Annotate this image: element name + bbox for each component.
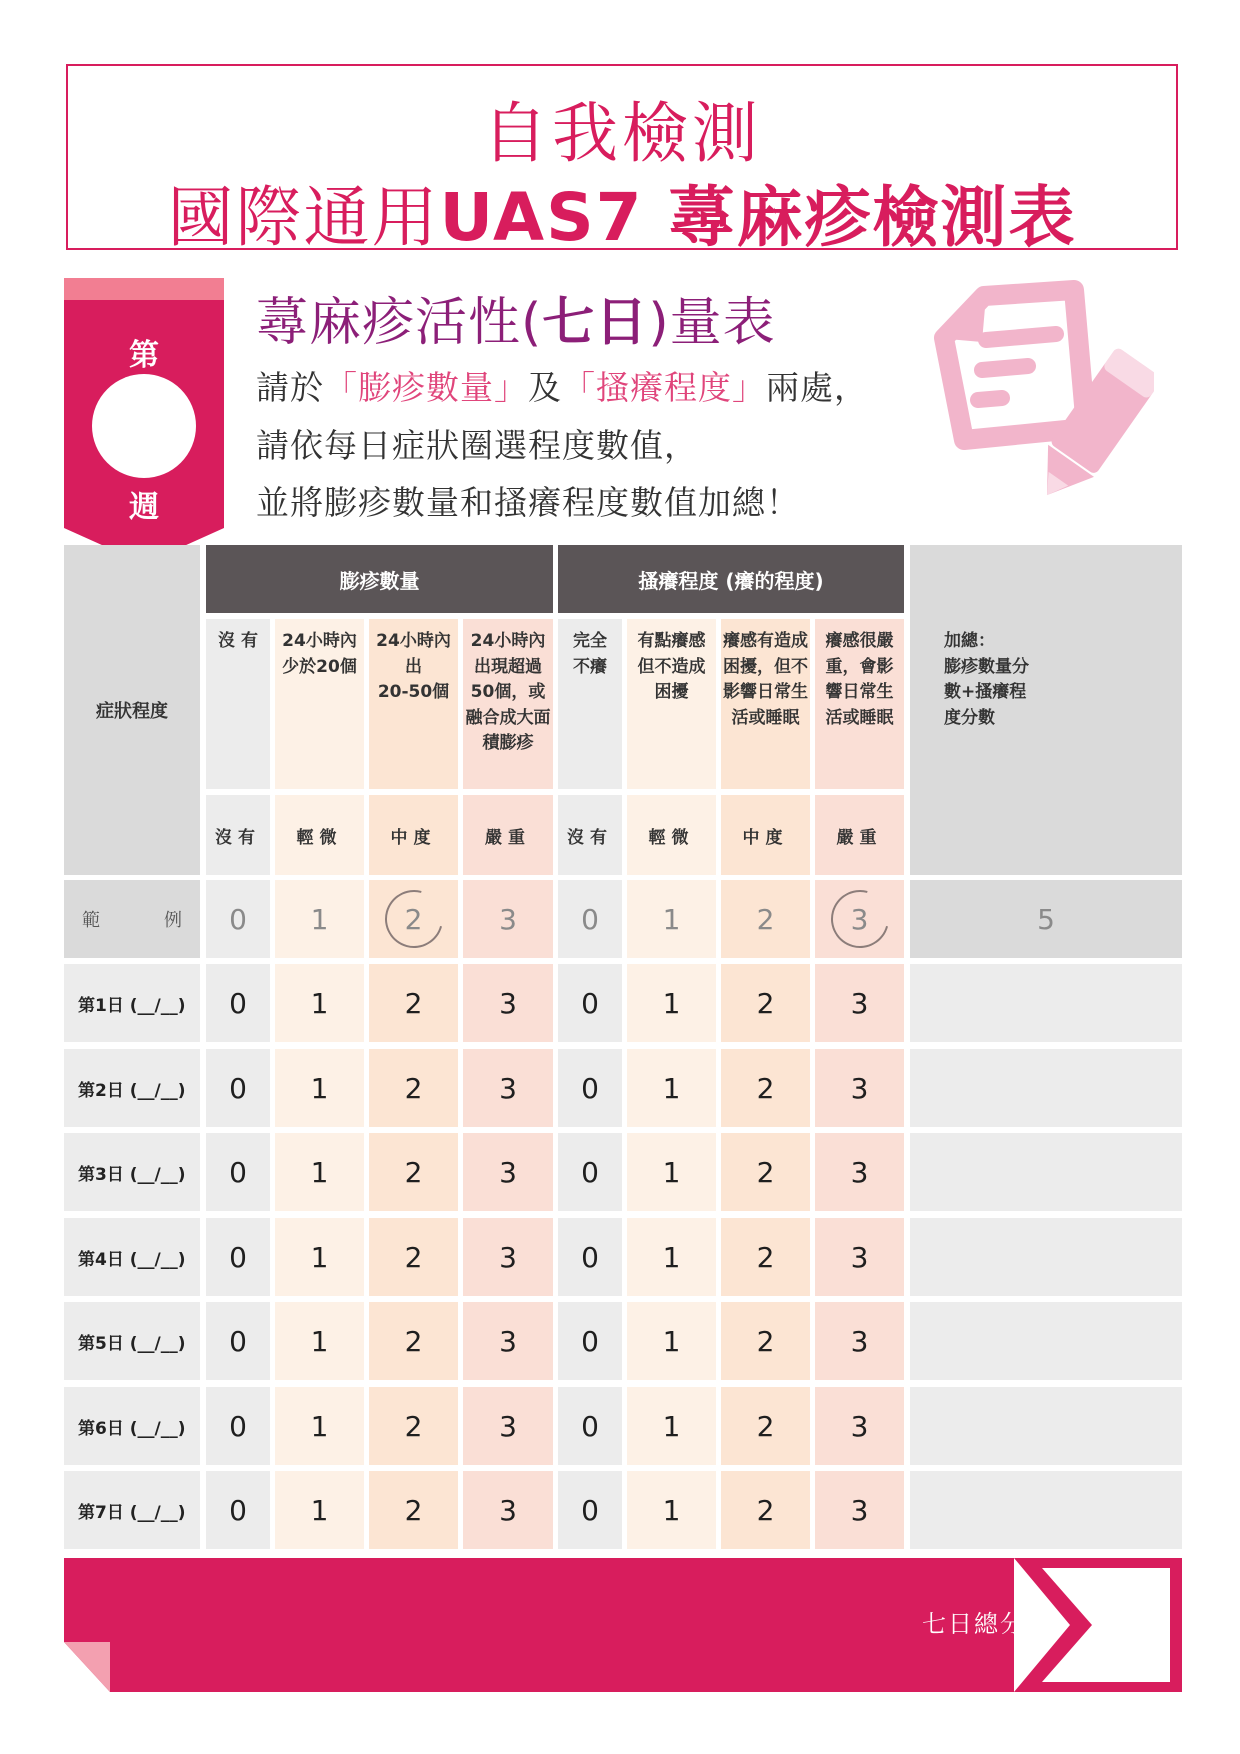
example-value-7: 3 (815, 880, 904, 958)
score-option[interactable]: 0 (558, 1471, 622, 1549)
daily-total-field[interactable] (910, 1049, 1182, 1127)
score-option[interactable]: 3 (815, 1302, 904, 1380)
instruction-line1 (256, 362, 868, 409)
subtitle-suffix: )量表 (648, 293, 776, 353)
score-option[interactable]: 3 (463, 1049, 553, 1127)
score-option[interactable]: 2 (721, 1387, 810, 1465)
score-option[interactable]: 2 (369, 1302, 458, 1380)
score-option[interactable]: 3 (815, 1387, 904, 1465)
score-option[interactable]: 3 (815, 1471, 904, 1549)
subtitle-bold: 七日 (542, 293, 649, 353)
day-label: 第4日 (__/__) (64, 1218, 200, 1296)
score-option[interactable]: 1 (627, 1218, 716, 1296)
score-option[interactable]: 3 (815, 1218, 904, 1296)
day-label: 第5日 (__/__) (64, 1302, 200, 1380)
level-cell-3: 嚴重 (463, 795, 553, 875)
score-option[interactable]: 0 (206, 964, 270, 1042)
score-option[interactable]: 0 (558, 1302, 622, 1380)
daily-total-field[interactable] (910, 1302, 1182, 1380)
instr-highlight-wheals: 「膨疹數量」 (324, 368, 528, 407)
score-option[interactable]: 2 (369, 1133, 458, 1211)
score-option[interactable]: 0 (206, 1133, 270, 1211)
score-option[interactable]: 3 (463, 1471, 553, 1549)
total-column-header: 加總： 膨疹數量分 數+搔癢程 度分數 (910, 545, 1182, 875)
example-value-0: 0 (206, 880, 270, 958)
score-option[interactable]: 1 (275, 1302, 364, 1380)
score-option[interactable]: 3 (463, 1387, 553, 1465)
desc-cell-0: 沒 有 (206, 619, 270, 789)
instr-highlight-itch: 「搔癢程度」 (562, 368, 766, 407)
score-option[interactable]: 0 (206, 1471, 270, 1549)
title-line2 (68, 164, 1176, 259)
week-number-circle[interactable] (92, 374, 196, 478)
score-option[interactable]: 1 (275, 1387, 364, 1465)
daily-total-field[interactable] (910, 1471, 1182, 1549)
score-option[interactable]: 3 (463, 964, 553, 1042)
level-cell-6: 中度 (721, 795, 810, 875)
desc-cell-7: 癢感很嚴 重，會影 響日常生 活或睡眠 (815, 619, 904, 789)
level-cell-4: 沒有 (558, 795, 622, 875)
desc-cell-1: 24小時內 少於20個 (275, 619, 364, 789)
weekly-total-label: 七日總分 (922, 1610, 1026, 1638)
instr-text: 兩處， (766, 368, 868, 407)
day-label: 第3日 (__/__) (64, 1133, 200, 1211)
level-cell-0: 沒有 (206, 795, 270, 875)
daily-total-field[interactable] (910, 1133, 1182, 1211)
score-option[interactable]: 1 (275, 1049, 364, 1127)
score-option[interactable]: 2 (369, 1387, 458, 1465)
instr-text: 及 (528, 368, 562, 407)
day-label: 第6日 (__/__) (64, 1387, 200, 1465)
score-option[interactable]: 1 (627, 1133, 716, 1211)
score-option[interactable]: 2 (369, 1049, 458, 1127)
score-option[interactable]: 0 (206, 1387, 270, 1465)
row-header-symptom: 症狀程度 (64, 545, 200, 875)
subtitle (256, 280, 776, 355)
score-option[interactable]: 2 (721, 1302, 810, 1380)
score-option[interactable]: 1 (275, 964, 364, 1042)
daily-total-field[interactable] (910, 1218, 1182, 1296)
subtitle-prefix: 蕁麻疹活性( (256, 293, 543, 353)
score-option[interactable]: 2 (369, 1218, 458, 1296)
desc-cell-2: 24小時內出 20-50個 (369, 619, 458, 789)
title-box (66, 64, 1178, 256)
week-label-bottom: 週 (129, 490, 159, 525)
week-label-top: 第 (129, 338, 159, 373)
score-option[interactable]: 3 (815, 964, 904, 1042)
instr-text: 請於 (256, 368, 324, 407)
score-option[interactable]: 2 (369, 1471, 458, 1549)
example-label-b: 例 (164, 910, 182, 931)
desc-cell-6: 癢感有造成 困擾，但不 影響日常生 活或睡眠 (721, 619, 810, 789)
example-total: 5 (910, 880, 1182, 958)
example-value-1: 1 (275, 880, 364, 958)
score-option[interactable]: 1 (275, 1471, 364, 1549)
desc-cell-3: 24小時內 出現超過 50個，或 融合成大面 積膨疹 (463, 619, 553, 789)
ribbon-top-strip (64, 278, 224, 300)
score-option[interactable]: 1 (627, 1471, 716, 1549)
score-option[interactable]: 3 (463, 1133, 553, 1211)
level-cell-2: 中度 (369, 795, 458, 875)
level-cell-1: 輕微 (275, 795, 364, 875)
example-value-5: 1 (627, 880, 716, 958)
daily-total-field[interactable] (910, 964, 1182, 1042)
example-label (64, 880, 200, 958)
day-label: 第2日 (__/__) (64, 1049, 200, 1127)
title-bold: UAS7 蕁麻疹檢測表 (439, 179, 1077, 256)
score-option[interactable]: 1 (627, 1387, 716, 1465)
score-option[interactable]: 1 (627, 964, 716, 1042)
score-option[interactable]: 3 (463, 1218, 553, 1296)
desc-cell-5: 有點癢感 但不造成 困擾 (627, 619, 716, 789)
example-value-4: 0 (558, 880, 622, 958)
group-header-wheals: 膨疹數量 (206, 545, 553, 613)
score-option[interactable]: 1 (627, 1049, 716, 1127)
score-option[interactable]: 3 (815, 1049, 904, 1127)
example-label-a: 範 (82, 910, 100, 931)
score-option[interactable]: 0 (206, 1049, 270, 1127)
instruction-line3: 並將膨疹數量和搔癢程度數值加總！ (256, 483, 800, 522)
score-option[interactable]: 3 (815, 1133, 904, 1211)
score-option[interactable]: 2 (721, 1049, 810, 1127)
level-cell-5: 輕微 (627, 795, 716, 875)
example-value-6: 2 (721, 880, 810, 958)
score-option[interactable]: 2 (721, 964, 810, 1042)
instruction-line2: 請依每日症狀圈選程度數值， (256, 426, 698, 465)
desc-cell-4: 完全 不癢 (558, 619, 622, 789)
score-option[interactable]: 1 (627, 1302, 716, 1380)
day-label: 第7日 (__/__) (64, 1471, 200, 1549)
score-option[interactable]: 2 (721, 1218, 810, 1296)
day-label: 第1日 (__/__) (64, 964, 200, 1042)
example-value-3: 3 (463, 880, 553, 958)
score-option[interactable]: 3 (463, 1302, 553, 1380)
score-option[interactable]: 0 (558, 1049, 622, 1127)
score-option[interactable]: 2 (721, 1133, 810, 1211)
title-line1: 自我檢測 (482, 95, 762, 172)
score-option[interactable]: 0 (206, 1218, 270, 1296)
level-cell-7: 嚴重 (815, 795, 904, 875)
score-option[interactable]: 0 (558, 1133, 622, 1211)
score-option[interactable]: 1 (275, 1218, 364, 1296)
document-pencil-icon (924, 278, 1154, 522)
daily-total-field[interactable] (910, 1387, 1182, 1465)
title-prefix: 國際通用 (167, 179, 440, 256)
group-header-itch: 搔癢程度 (癢的程度) (558, 545, 904, 613)
score-option[interactable]: 2 (721, 1471, 810, 1549)
score-option[interactable]: 0 (558, 1218, 622, 1296)
score-option[interactable]: 0 (558, 1387, 622, 1465)
score-option[interactable]: 2 (369, 964, 458, 1042)
score-option[interactable]: 1 (275, 1133, 364, 1211)
score-option[interactable]: 0 (558, 964, 622, 1042)
example-value-2: 2 (369, 880, 458, 958)
score-option[interactable]: 0 (206, 1302, 270, 1380)
